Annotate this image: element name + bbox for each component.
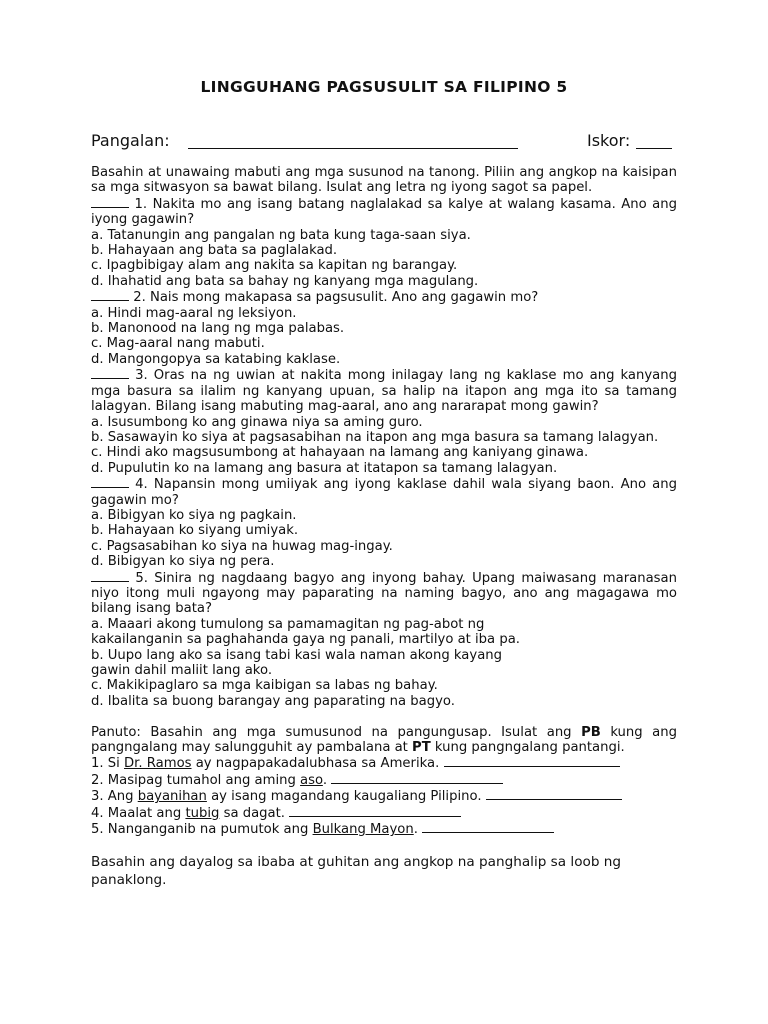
name-label: Pangalan: <box>91 131 170 150</box>
part2-item-4: 4. Maalat ang tubig sa dagat. <box>91 805 677 821</box>
underlined-noun-4: tubig <box>185 805 220 821</box>
answer-blank-5[interactable] <box>91 570 129 582</box>
question-4: 4. Napansin mong umiiyak ang iyong kaklase dahil wala siyang baon. Ano ang gagawin mo? <box>91 477 677 508</box>
part2-item-3: 3. Ang bayanihan ay isang magandang kaugaliang Pilipino. <box>91 788 677 804</box>
q5-choice-a-cont: kakailanganin sa paghahanda gaya ng panali, martilyo at iba pa. <box>91 632 520 648</box>
q3-choice-b: b. Sasawayin ko siya at pagsasabihan na itapon ang mga basura sa tamang lalagyan. <box>91 429 659 445</box>
underlined-noun-3: bayanihan <box>137 789 207 805</box>
answer-line-1[interactable] <box>444 755 620 767</box>
part2-item-2: 2. Masipag tumahol ang aming aso. <box>91 772 677 788</box>
underlined-noun-2: aso <box>300 772 323 788</box>
q4-choice-c: c. Pagsasabihan ko siya na huwag mag-ingay. <box>91 538 393 554</box>
q2-choice-c: c. Mag-aaral nang mabuti. <box>91 336 265 352</box>
q3-choice-d: d. Pupulutin ko na lamang ang basura at itatapon sa tamang lalagyan. <box>91 460 558 476</box>
q5-choice-b-cont: gawin dahil maliit lang ako. <box>91 663 273 678</box>
q5-choice-c: c. Makikipaglaro sa mga kaibigan sa labas ng bahay. <box>91 678 438 694</box>
q4-choice-d: d. Bibigyan ko siya ng pera. <box>91 554 275 570</box>
header-row <box>91 131 681 153</box>
q5-choice-d: d. Ibalita sa buong barangay ang paparating na bagyo. <box>91 693 455 709</box>
q1-choice-a: a. Tatanungin ang pangalan ng bata kung taga-saan siya. <box>91 227 471 243</box>
question-5: 5. Sinira ng nagdaang bagyo ang inyong bahay. Upang maiwasang maranasan niyo itong muli ngayong may paparating na naming bagyo, ano ang magagawa mo bilang isang bata? <box>91 570 677 617</box>
answer-line-5[interactable] <box>422 821 554 833</box>
q5-choice-a: a. Maaari akong tumulong sa pamamagitan ng pag-abot ng <box>91 616 485 632</box>
q3-choice-c: c. Hindi ako magsusumbong at hahayaan na lamang ang kaniyang ginawa. <box>91 445 589 461</box>
part2-instruction: Panuto: Basahin ang mga sumusunod na pangungusap. Isulat ang PB kung ang pangngalang may salungguhit ay pambalana at PT kung pangngalang pantangi. <box>91 724 677 756</box>
answer-blank-3[interactable] <box>91 367 129 379</box>
underlined-noun-1: Dr. Ramos <box>124 756 192 772</box>
q4-choice-a: a. Bibigyan ko siya ng pagkain. <box>91 507 297 523</box>
q3-choice-a: a. Isusumbong ko ang ginawa niya sa aming guro. <box>91 414 423 430</box>
worksheet-body <box>91 165 677 889</box>
question-2: 2. Nais mong makapasa sa pagsusulit. Ano ang gagawin mo? <box>91 289 677 305</box>
name-field[interactable] <box>188 148 518 149</box>
answer-blank-1[interactable] <box>91 196 129 208</box>
underlined-noun-5: Bulkang Mayon <box>312 822 414 838</box>
q1-choice-c: c. Ipagbibigay alam ang nakita sa kapitan ng barangay. <box>91 258 458 274</box>
part2-item-5: 5. Nanganganib na pumutok ang Bulkang Mayon. <box>91 821 677 837</box>
score-label: Iskor: <box>587 131 631 150</box>
q1-choice-d: d. Ihahatid ang bata sa bahay ng kanyang mga magulang. <box>91 273 479 289</box>
answer-line-3[interactable] <box>486 788 622 800</box>
q2-choice-a: a. Hindi mag-aaral ng leksiyon. <box>91 305 297 321</box>
answer-blank-4[interactable] <box>91 476 129 488</box>
answer-line-4[interactable] <box>289 805 461 817</box>
answer-line-2[interactable] <box>331 772 503 784</box>
score-field[interactable] <box>636 148 672 149</box>
intro-text: Basahin at unawaing mabuti ang mga susunod na tanong. Piliin ang angkop na kaisipan sa mga sitwasyon sa bawat bilang. Isulat ang letra ng iyong sagot sa papel. <box>91 165 677 196</box>
page-title: LINGGUHANG PAGSUSULIT SA FILIPINO 5 <box>200 78 568 96</box>
q5-choice-b: b. Uupo lang ako sa isang tabi kasi wala naman akong kayang <box>91 647 503 663</box>
q1-choice-b: b. Hahayaan ang bata sa paglalakad. <box>91 243 338 259</box>
q2-choice-b: b. Manonood na lang ng mga palabas. <box>91 321 345 337</box>
pt-code: PT <box>412 740 431 756</box>
part2-item-1: 1. Si Dr. Ramos ay nagpapakadalubhasa sa Amerika. <box>91 755 677 771</box>
answer-blank-2[interactable] <box>91 289 129 301</box>
question-1: 1. Nakita mo ang isang batang naglalakad sa kalye at walang kasama. Ano ang iyong gagawin? <box>91 196 677 228</box>
q4-choice-b: b. Hahayaan ko siyang umiyak. <box>91 523 299 539</box>
pb-code: PB <box>581 724 601 740</box>
question-3: 3. Oras na ng uwian at nakita mong inilagay lang ng kaklase mo ang kanyang mga basura sa ilalim ng kanyang upuan, sa halip na itapon ang mga ito sa tamang lalagyan. Bilang isang mabuting mag-aaral, ano ang nararapat mong gawin? <box>91 368 677 415</box>
part3-instruction: Basahin ang dayalog sa ibaba at guhitan ang angkop na panghalip sa loob ng panaklong. <box>91 853 622 888</box>
q2-choice-d: d. Mangongopya sa katabing kaklase. <box>91 351 341 367</box>
